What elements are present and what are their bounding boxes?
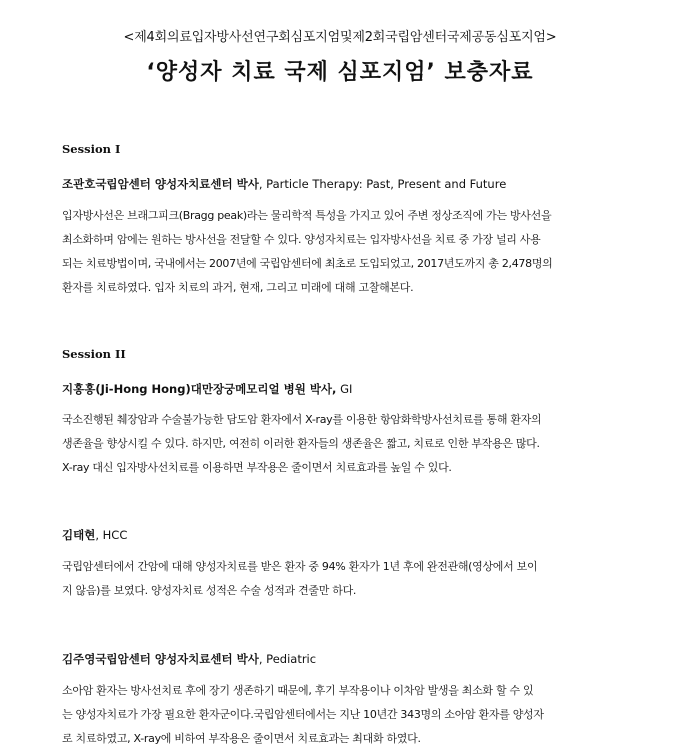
paragraph-line: X-ray 대신 입자방사선치료를 이용하면 부작용은 줄이면서 치료효과를 높일 수 있다.: [62, 461, 452, 474]
talk-topic: , HCC: [95, 528, 128, 542]
talk-gi: [62, 381, 620, 397]
speaker-name: 김주영국립암센터 양성자치료센터 박사: [62, 652, 259, 666]
paragraph-line: 지 않음)를 보였다. 양성자치료 성적은 수술 성적과 견줄만 하다.: [62, 584, 357, 597]
talk-topic: GI: [336, 382, 353, 396]
paragraph-line: 입자방사선은 브래그피크(Bragg peak)라는 물리학적 특성을 가지고 있어 주변 정상조직에 가는 방사선을: [62, 209, 552, 222]
speaker-name: 조관호국립암센터 양성자치료센터 박사: [62, 177, 259, 191]
speaker-line: [62, 651, 620, 667]
paragraph-line: 로 치료하였고, X-ray에 비하여 부작용은 줄이면서 치료효과는 최대화 하였다.: [62, 732, 421, 745]
paragraph-line: 생존율을 향상시킬 수 있다. 하지만, 여전히 이러한 환자들의 생존율은 짧고, 치료로 인한 부작용은 많다.: [62, 437, 540, 450]
session-label: Session II: [62, 347, 126, 361]
speaker-line: [62, 381, 620, 397]
session-2-heading: [62, 347, 620, 361]
paragraph-line: 국소진행된 췌장암과 수술불가능한 담도암 환자에서 X-ray를 이용한 항암화학방사선치료를 통해 환자의: [62, 413, 542, 426]
speaker-name: 지홍홍(Ji-Hong Hong)대만장궁메모리얼 병원 박사,: [62, 382, 337, 396]
document-title: ‘양성자 치료 국제 심포지엄’ 보충자료: [146, 60, 534, 85]
talk-pediatric-body: [62, 679, 620, 751]
talk-gi-body: [62, 408, 620, 480]
talk-hcc: [62, 527, 620, 543]
speaker-name: 김태현: [62, 528, 96, 542]
speaker-line: [62, 527, 620, 543]
paragraph-line: 국립암센터에서 간암에 대해 양성자치료를 받은 환자 중 94% 환자가 1년 후에 완전관해(영상에서 보이: [62, 560, 538, 573]
paragraph-line: 는 양성자치료가 가장 필요한 환자군이다.국립암센터에서는 지난 10년간 343명의 소아암 환자를 양성자: [62, 708, 544, 721]
talk-pediatric: [62, 651, 620, 667]
talk-hcc-body: [62, 555, 620, 603]
speaker-line: [62, 176, 620, 192]
talk-particle-therapy-body: [62, 204, 620, 300]
session-1-heading: [62, 142, 620, 156]
paragraph-line: 되는 치료방법이며, 국내에서는 2007년에 국립암센터에 최초로 도입되었고, 2017년도까지 총 2,478명의: [62, 257, 553, 270]
talk-topic: , Particle Therapy: Past, Present and Future: [258, 177, 507, 191]
session-label: Session I: [62, 142, 121, 156]
talk-topic: , Pediatric: [258, 652, 317, 666]
symposium-subtitle: <제4회의료입자방사선연구회심포지엄및제2회국립암센터국제공동심포지엄>: [123, 30, 557, 45]
paragraph-line: 소아암 환자는 방사선치료 후에 장기 생존하기 때문에, 후기 부작용이나 이차암 발생을 최소화 할 수 있: [62, 684, 534, 697]
paragraph-line: 환자를 치료하였다. 입자 치료의 과거, 현재, 그리고 미래에 대해 고찰해본다.: [62, 281, 414, 294]
talk-particle-therapy: [62, 176, 620, 192]
paragraph-line: 최소화하며 암에는 원하는 방사선을 전달할 수 있다. 양성자치료는 입자방사선을 치료 중 가장 널리 사용: [62, 233, 541, 246]
